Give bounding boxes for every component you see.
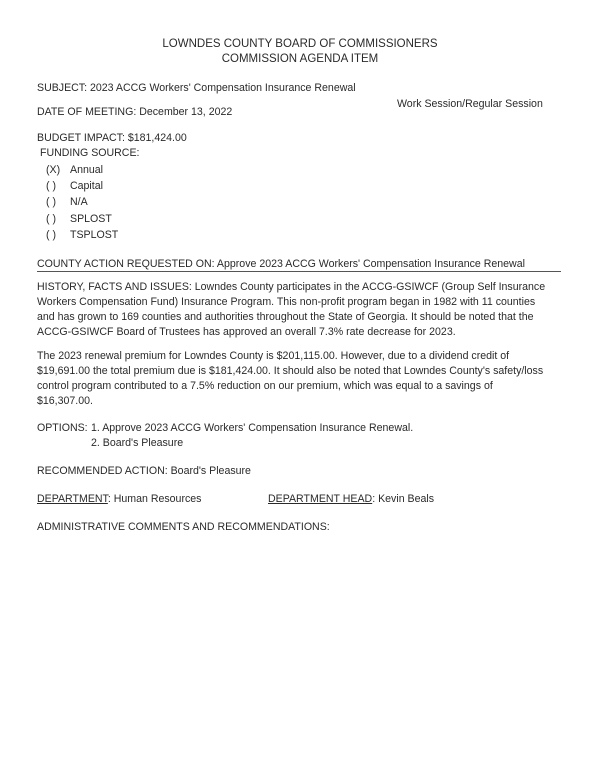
history-line: HISTORY, FACTS AND ISSUES: Lowndes County participates in the ACCG-GSIWCF (Group Self Insurance [37,281,546,293]
header-subtitle: COMMISSION AGENDA ITEM [221,53,379,65]
renewal-line: $19,691.00 the total premium due is $181,424.00. It should also be noted that Lowndes County's safety/loss [37,365,544,377]
funding-mark: ( ) [46,229,56,241]
department-value: : Human Resources [107,493,202,505]
renewal-paragraph [37,349,543,409]
funding-option: TSPLOST [70,229,119,241]
budget-impact: BUDGET IMPACT: $181,424.00 [37,132,187,144]
option-item: 1. Approve 2023 ACCG Workers' Compensation Insurance Renewal. [91,422,414,434]
header-title: LOWNDES COUNTY BOARD OF COMMISSIONERS [162,38,438,50]
renewal-line: $16,307.00. [37,395,93,407]
county-action-requested: COUNTY ACTION REQUESTED ON: Approve 2023 ACCG Workers' Compensation Insurance Renewal [37,258,525,270]
department-head-value: : Kevin Beals [372,493,435,505]
recommended-action: RECOMMENDED ACTION: Board's Pleasure [37,465,251,477]
history-line: ACCG-GSIWCF Board of Trustees has approved an overall 7.3% rate decrease for 2023. [37,326,456,338]
history-paragraph [37,280,545,340]
option-item: 2. Board's Pleasure [91,437,184,449]
funding-mark: ( ) [46,196,56,208]
department-head-label: DEPARTMENT HEAD [268,493,373,505]
date-of-meeting: DATE OF MEETING: December 13, 2022 [37,106,233,118]
funding-source-label: FUNDING SOURCE: [40,147,140,159]
funding-mark: ( ) [46,213,56,225]
funding-mark: ( ) [46,180,56,192]
funding-option: Annual [70,164,103,176]
administrative-comments: ADMINISTRATIVE COMMENTS AND RECOMMENDATIONS: [37,521,330,533]
department-head [268,492,434,507]
funding-mark: (X) [46,164,61,176]
funding-option: SPLOST [70,213,112,225]
history-line: and has grown to 169 counties and authorities throughout the State of Georgia. It should be noted that the [37,311,534,323]
funding-option: Capital [70,180,103,192]
renewal-line: The 2023 renewal premium for Lowndes County is $201,115.00. However, due to a dividend credit of [37,350,510,362]
history-line: Workers Compensation Fund) Insurance Program. This non-profit program began in 1982 with 11 counties [37,296,536,308]
funding-option: N/A [70,196,88,208]
department-label: DEPARTMENT [37,493,108,505]
session-type: Work Session/Regular Session [397,98,543,110]
department [37,492,201,507]
subject: SUBJECT: 2023 ACCG Workers' Compensation Insurance Renewal [37,82,356,94]
renewal-line: control program contributed to a 7.5% reduction on our premium, which was equal to a savings of [37,380,493,392]
divider [37,271,561,272]
options-label: OPTIONS: [37,422,88,434]
